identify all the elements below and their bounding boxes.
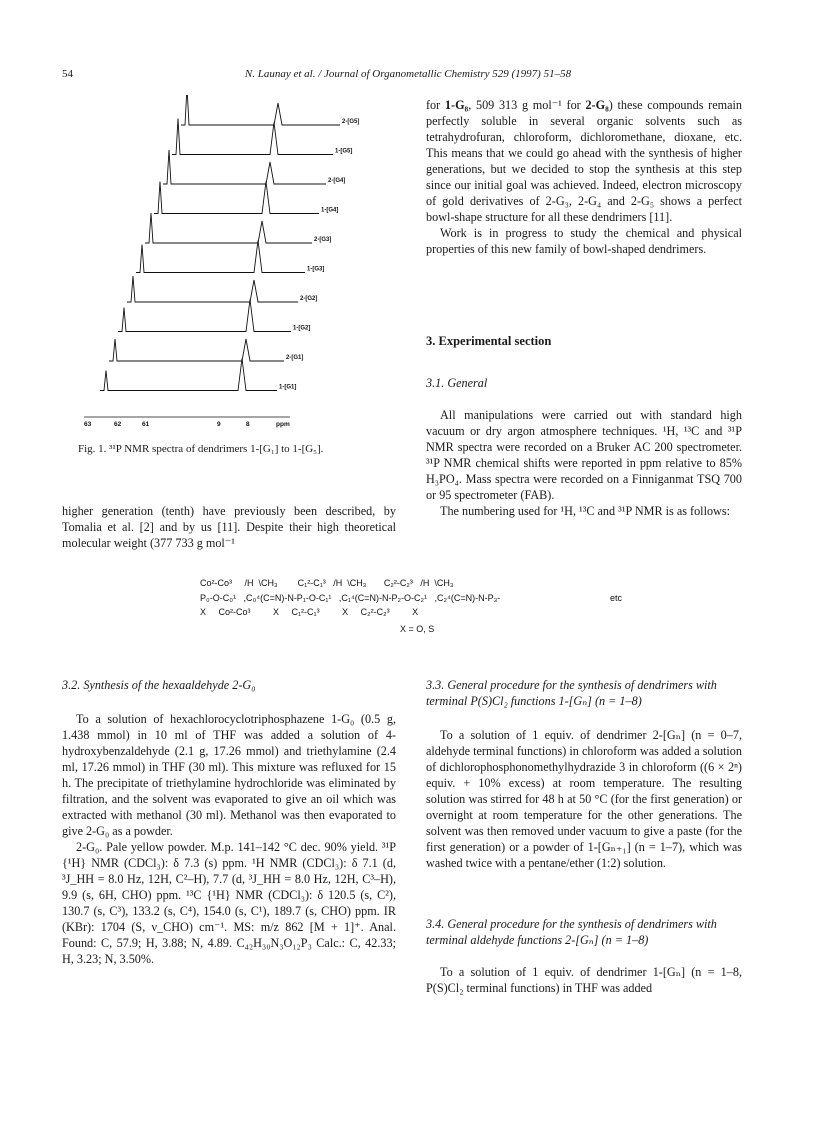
nmr-trace	[163, 150, 326, 184]
trace-label: 2-[G2]	[300, 296, 318, 302]
tick-62: 62	[114, 421, 122, 428]
structure-caption: X = O, S	[400, 624, 435, 634]
section-3-3-text	[426, 727, 742, 871]
trace-label: 1-[G2]	[293, 325, 311, 332]
tick-ppm: ppm	[276, 421, 290, 428]
spectra-traces	[84, 95, 340, 417]
structure-row-main: P₀-O-C₀¹ ,C₀⁴(C=N)-N-P₁-O-C₁¹ ,C₁⁴(C=N)-N-P₂-O-C₂¹ ,C₂⁴(C=N)-N-P₃-	[200, 593, 501, 603]
trace-label: 2-[G5]	[342, 119, 360, 125]
numbering-structure	[200, 578, 640, 640]
nmr-trace	[136, 241, 305, 273]
subsection-title-general: 3.1. General	[426, 376, 488, 390]
section-3-2-text	[62, 711, 396, 967]
text-span: , 509 313 g mol⁻¹ for	[468, 98, 586, 112]
trace-label: 2-[G1]	[286, 355, 304, 361]
figure-caption: Fig. 1. ³¹P NMR spectra of dendrimers 1-[G₁] to 1-[G₅].	[78, 443, 324, 455]
nmr-figure	[80, 95, 380, 430]
text-span: for	[426, 98, 445, 112]
trace-labels	[279, 119, 359, 391]
subsection-title-3-4: 3.4. General procedure for the synthesis of dendrimers with terminal aldehyde functions 2-[Gₙ] (n = 1–8)	[426, 917, 717, 947]
section-title-experimental: 3. Experimental section	[426, 334, 552, 348]
paragraph-text: To a solution of hexachlorocyclotriphosphazene 1-G₀ (0.5 g, 1.438 mmol) in 10 ml of THF was added a solution of 4-hydroxybenzaldehyde (2.1 g, 17.26 mmol) and triethylamine (2.4 ml, 17.26 mmol) in THF (30 ml). This mixture was refluxed for 15 h. The precipitate of triethylamine hydrochloride was eliminated by filtration, and the solvent was evaporated to give an oil which was extracted with methanol (30 ml). Methanol was then evaporated to give 2-G₀ as a powder.	[62, 712, 396, 838]
compound-label: 2-G₈	[585, 98, 609, 112]
tick-9: 9	[217, 421, 221, 428]
general-section-text	[426, 407, 742, 519]
tick-61: 61	[142, 421, 150, 428]
paragraph-text: 2-G₀. Pale yellow powder. M.p. 141–142 °C dec. 90% yield. ³¹P {¹H} NMR (CDCl₃): δ 7.3 (s) ppm. ¹H NMR (CDCl₃): δ 7.1 (d, ³J_HH = 8.0 Hz, 12H, C²–H), 7.7 (d, ³J_HH = 8.0 Hz, 12H, C³–H), 9.9 (s, 6H, CHO) ppm. ¹³C {¹H} NMR (CDCl₃): δ 120.5 (s, C²), 130.7 (s, C³), 133.2 (s, C⁴), 154.0 (s, C¹), 189.7 (s, CHO) ppm. IR (KBr): 1704 (S, ν_CHO) cm⁻¹. MS: m/z 862 [M + 1]⁺. Anal. Found: C, 57.9; H, 3.88; N, 4.89. C₄₂H₃₀N₃O₁₂P₃ Calc.: C, 42.33; H, 3.23; N, 3.50%.	[62, 840, 396, 966]
paragraph-text: The numbering used for ¹H, ¹³C and ³¹P NMR is as follows:	[440, 504, 730, 518]
nmr-spectra-plot	[80, 95, 380, 430]
text-span: ) these compounds remain perfectly soluble in several organic solvents such as tetrahydrofuran, chloroform, dichloromethane, dioxane, etc. This means that we could go ahead with the synthesis of higher generations, but we decided to stop the synthesis at this step since our initial goal was achieved. Indeed, electron microscopy of gold derivatives of 2-G₃, 2-G₄ and 2-G₅ shows a perfect bowl-shape structure for all these dendrimers [11].	[426, 98, 742, 224]
subsection-title-3-3: 3.3. General procedure for the synthesis of dendrimers with terminal P(S)Cl₂ functions 1-[Gₙ] (n = 1–8)	[426, 678, 717, 708]
paragraph-text: To a solution of 1 equiv. of dendrimer 2-[Gₙ] (n = 0–7, aldehyde terminal functions) in chloroform was added a solution of dichlorophosphonomethylhydrazide 3 in chloroform ((6 × 2ⁿ) equiv. + 10% excess) at room temperature. The resulting solution was stirred for 48 h at 50 °C (for the first generation) or overnight at room temperature for the other generations. The solvent was then removed under vacuum to give a paste (for the first generation) or a powder of 1-[Gₙ₊₁] (n = 1–7), which was washed twice with a pentane/ether (1:2) solution.	[426, 728, 742, 870]
running-title: N. Launay et al. / Journal of Organometallic Chemistry 529 (1997) 51–58	[244, 68, 572, 80]
trace-label: 1-[G1]	[279, 384, 297, 391]
tick-8: 8	[246, 421, 250, 428]
structure-tail: etc	[610, 593, 623, 603]
nmr-trace	[154, 182, 319, 214]
nmr-trace	[127, 276, 298, 302]
trace-label: 1-[G4]	[321, 207, 339, 214]
trace-label: 1-[G5]	[335, 148, 353, 155]
paragraph-text: higher generation (tenth) have previously been described, by Tomalia et al. [2] and by us [11]. Despite their high theoretical molecular weight (377 733 g mol⁻¹	[62, 504, 396, 550]
nmr-trace	[145, 213, 312, 243]
trace-label: 2-[G4]	[328, 178, 346, 184]
paragraph-text: Work is in progress to study the chemical and physical properties of this new family of bowl-shaped dendrimers.	[426, 226, 742, 256]
tick-63: 63	[84, 421, 92, 428]
nmr-trace	[118, 300, 291, 332]
trace-label: 1-[G3]	[307, 266, 325, 273]
right-paragraph-1	[426, 97, 742, 257]
compound-label: 1-G₈	[444, 98, 469, 112]
structure-row-top: Co²-Co³ /H \CH₃ C₁²-C₁³ /H \CH₃ C₂²-C₂³ /H \CH₃	[200, 578, 454, 588]
left-paragraph-1	[62, 503, 396, 551]
section-3-4-text	[426, 964, 742, 996]
nmr-trace	[109, 339, 284, 361]
nmr-trace	[172, 119, 333, 155]
page-number: 54	[62, 68, 73, 80]
structure-row-bottom: X Co²-Co³ X C₁²-C₁³ X C₂²-C₂³ X	[200, 607, 419, 617]
nmr-trace	[100, 359, 277, 391]
trace-label: 2-[G3]	[314, 237, 332, 243]
paragraph-text: To a solution of 1 equiv. of dendrimer 1-[Gₙ] (n = 1–8, P(S)Cl₂ terminal functions) in THF was added	[426, 965, 742, 995]
paragraph-text: All manipulations were carried out with standard high vacuum or dry argon atmosphere techniques. ¹H, ¹³C and ³¹P NMR spectra were recorded on a Bruker AC 200 spectrometer. ³¹P NMR chemical shifts were reported in ppm relative to 85% H₃PO₄. Mass spectra were recorded on a Finniganmat TSQ 700 or 95 spectrometer (FAB).	[426, 408, 742, 502]
subsection-title-3-2: 3.2. Synthesis of the hexaaldehyde 2-G₀	[62, 678, 256, 692]
nmr-trace	[181, 95, 340, 125]
